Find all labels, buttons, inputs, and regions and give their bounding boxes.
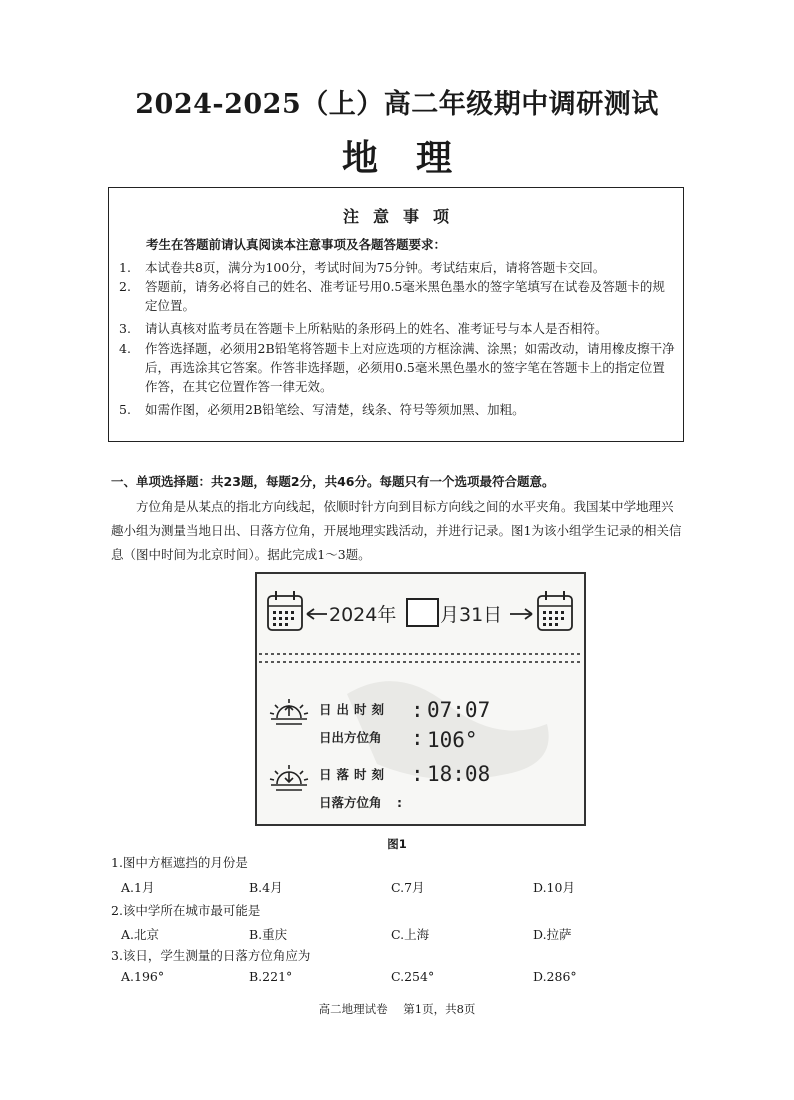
right-arrow-icon bbox=[510, 609, 532, 619]
sunset-azimuth-label: 日落方位角 bbox=[319, 795, 382, 810]
section-heading: 一、单项选择题：共23题，每题2分，共46分。每题只有一个选项最符合题意。 bbox=[111, 474, 555, 489]
page-footer bbox=[0, 1001, 794, 1017]
notice-item-text: 答题前，请务必将自己的姓名、准考证号用0.5毫米黑色墨水的签字笔填写在试卷及答题卡的规定位置。 bbox=[145, 279, 665, 313]
sunrise-azimuth-colon: : bbox=[411, 726, 424, 750]
figure-1 bbox=[255, 572, 586, 826]
sunrise-time-colon: : bbox=[411, 698, 424, 722]
calendar-icon bbox=[538, 591, 572, 630]
question-option: C.7月 bbox=[391, 880, 425, 895]
question-option: B.重庆 bbox=[249, 927, 288, 942]
footer-subject: 高二地理试卷 bbox=[318, 1002, 388, 1016]
question-intro: 方位角是从某点的指北方向线起，依顺时针方向到目标方向线之间的水平夹角。我国某中学地理兴趣小组为测量当地日出、日落方位角，开展地理实践活动，并进行记录。图1为该小组学生记录的相关信息（图中时间为北京时间）。据此完成1～3题。 bbox=[111, 499, 682, 562]
notice-heading: 注意事项 bbox=[342, 207, 463, 226]
sunrise-azimuth-label: 日出方位角 bbox=[319, 730, 382, 745]
question-option: A.196° bbox=[121, 969, 165, 984]
figure-caption: 图1 bbox=[387, 837, 407, 851]
notice-box bbox=[108, 187, 684, 442]
sunset-time-value: 18:08 bbox=[427, 762, 491, 786]
notice-item-number: 3. bbox=[119, 321, 131, 336]
question-stem: 3.该日，学生测量的日落方位角应为 bbox=[111, 948, 311, 963]
sunrise-icon bbox=[270, 699, 308, 724]
hidden-month-box bbox=[407, 599, 438, 626]
notice-intro: 考生在答题前请认真阅读本注意事项及各题答题要求： bbox=[146, 237, 447, 252]
notice-item bbox=[119, 400, 675, 419]
sunrise-time-value: 07:07 bbox=[427, 698, 491, 722]
question-stem: 2.该中学所在城市最可能是 bbox=[111, 903, 261, 918]
sunset-icon bbox=[270, 765, 308, 790]
question-option: D.10月 bbox=[533, 880, 575, 895]
sunset-time-label: 日落时刻 bbox=[319, 767, 390, 782]
question-stem: 1.图中方框遮挡的月份是 bbox=[111, 855, 248, 870]
notice-item-number: 4. bbox=[119, 341, 131, 356]
notice-item-text: 本试卷共8页，满分为100分，考试时间为75分钟。考试结束后，请将答题卡交回。 bbox=[145, 260, 606, 275]
figure-1-graphic bbox=[257, 574, 584, 824]
notice-item-text: 请认真核对监考员在答题卡上所粘贴的条形码上的姓名、准考证号与本人是否相符。 bbox=[145, 321, 608, 336]
sunset-azimuth-colon: : bbox=[397, 795, 402, 810]
date-year: 2024年 bbox=[329, 604, 397, 626]
notice-item-number: 1. bbox=[119, 260, 131, 275]
question-option: B.221° bbox=[249, 969, 293, 984]
left-arrow-icon bbox=[307, 609, 327, 619]
question-option: B.4月 bbox=[249, 880, 283, 895]
sunset-time-colon: : bbox=[411, 762, 424, 786]
question-option: A.北京 bbox=[121, 927, 160, 942]
notice-item bbox=[119, 277, 675, 315]
question-option: D.286° bbox=[533, 969, 577, 984]
notice-item-text: 如需作图，必须用2B铅笔绘、写清楚，线条、符号等须加黑、加粗。 bbox=[145, 402, 525, 417]
notice-item-number: 2. bbox=[119, 279, 131, 294]
question-option: D.拉萨 bbox=[533, 927, 572, 942]
question-option: A.1月 bbox=[121, 880, 155, 895]
notice-item bbox=[119, 339, 675, 396]
footer-page-number: 第1页，共8页 bbox=[403, 1002, 476, 1016]
notice-item bbox=[119, 258, 675, 277]
notice-item-text: 作答选择题，必须用2B铅笔将答题卡上对应选项的方框涂满、涂黑；如需改动，请用橡皮擦干净后，再选涂其它答案。作答非选择题，必须用0.5毫米黑色墨水的签字笔在答题卡上的指定位置作答，在其它位置作答一律无效。 bbox=[145, 341, 675, 394]
exam-title: 2024-2025（上）高二年级期中调研测试 bbox=[135, 89, 659, 120]
question-option: C.254° bbox=[391, 969, 435, 984]
notice-item-number: 5. bbox=[119, 402, 131, 417]
exam-subject: 地理 bbox=[341, 137, 490, 179]
sunrise-time-label: 日出时刻 bbox=[319, 702, 390, 717]
question-option: C.上海 bbox=[391, 927, 430, 942]
date-day: 月31日 bbox=[440, 604, 503, 626]
notice-item bbox=[119, 319, 675, 338]
calendar-icon bbox=[268, 591, 302, 630]
sunrise-azimuth-value: 106° bbox=[427, 728, 478, 752]
